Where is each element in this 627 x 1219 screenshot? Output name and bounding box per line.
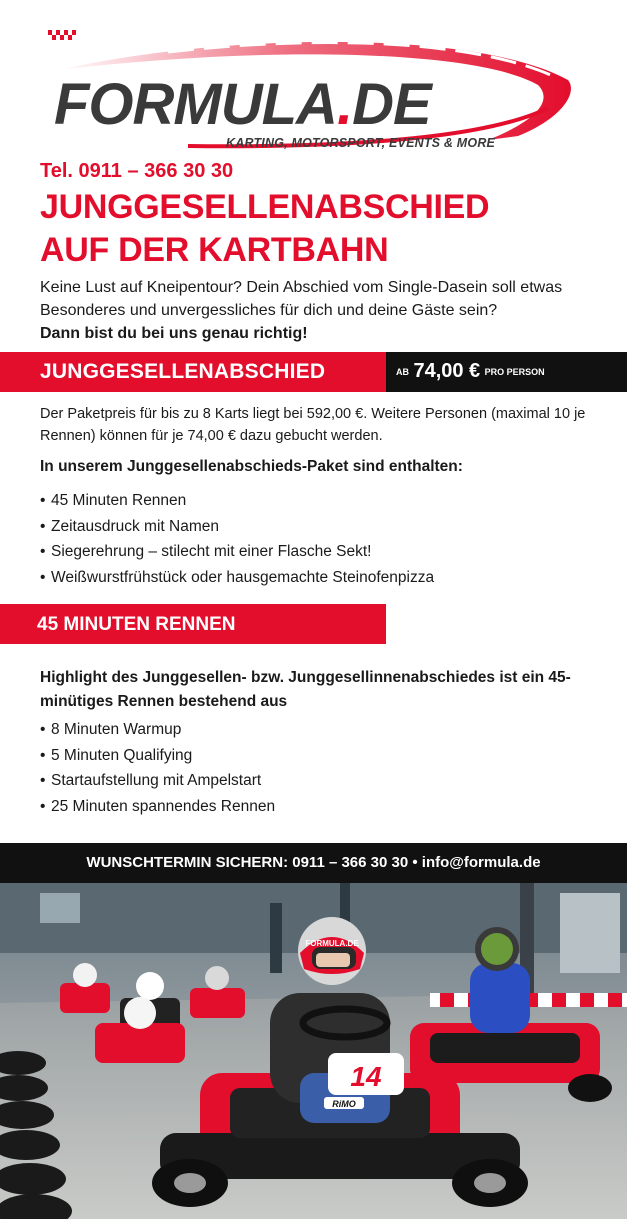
intro-bold: Dann bist du bei uns genau richtig! bbox=[40, 325, 308, 342]
package-bar bbox=[0, 352, 627, 392]
checkered-flag-icon bbox=[48, 30, 76, 40]
kart-label: RiMO bbox=[332, 1099, 356, 1109]
title-line-1: JUNGGESELLENABSCHIED bbox=[40, 188, 490, 226]
package-title-block bbox=[0, 352, 386, 392]
package-description: Der Paketpreis für bis zu 8 Karts liegt bei 592,00 €. Weitere Personen (maximal 10 je Rennen) können für je 74,00 € dazu gebucht werden. bbox=[40, 406, 586, 444]
race-title: 45 MINUTEN RENNEN bbox=[37, 614, 236, 635]
page-title bbox=[40, 186, 489, 272]
contact-bar bbox=[0, 843, 627, 883]
intro-text: Keine Lust auf Kneipentour? Dein Abschied vom Single-Dasein soll etwas Besonderes und unvergessliches für dich und deine Gäste sein? bbox=[40, 279, 563, 319]
race-section-bar bbox=[0, 604, 386, 644]
list-item: • Weißwurstfrühstück oder hausgemachte Steinofenpizza bbox=[40, 568, 435, 586]
brand-logo bbox=[48, 30, 578, 150]
list-item: • 25 Minuten spannendes Rennen bbox=[40, 797, 276, 815]
list-item: • Zeitausdruck mit Namen bbox=[40, 517, 219, 535]
price-suffix: PRO PERSON bbox=[484, 367, 545, 377]
package-subheading: In unserem Junggesellenabschieds-Paket sind enthalten: bbox=[40, 458, 463, 475]
price-prefix: AB bbox=[396, 367, 409, 377]
logo-wordmark: FORMULA.DE bbox=[54, 72, 431, 137]
list-item: • 8 Minuten Warmup bbox=[40, 721, 182, 738]
package-price bbox=[396, 360, 545, 383]
karting-photo bbox=[0, 883, 627, 1219]
phone-number[interactable]: Tel. 0911 – 366 30 30 bbox=[40, 160, 234, 182]
list-item: • 45 Minuten Rennen bbox=[40, 492, 187, 509]
kart-number: 14 bbox=[350, 1061, 382, 1092]
logo-tagline: KARTING, MOTORSPORT, EVENTS & MORE bbox=[226, 136, 496, 150]
list-item: • Startaufstellung mit Ampelstart bbox=[40, 772, 262, 789]
race-items-list bbox=[40, 717, 275, 819]
package-title: JUNGGESELLENABSCHIED bbox=[40, 360, 326, 383]
contact-text[interactable]: WUNSCHTERMIN SICHERN: 0911 – 366 30 30 • info@formula.de bbox=[86, 854, 541, 871]
list-item: • 5 Minuten Qualifying bbox=[40, 746, 193, 764]
price-value: 74,00 € bbox=[413, 360, 481, 382]
title-line-2: AUF DER KARTBAHN bbox=[40, 231, 389, 269]
race-intro: Highlight des Junggesellen- bzw. Junggesellinnenabschiedes ist ein 45-minütiges Rennen bestehend aus bbox=[40, 669, 571, 710]
package-items-list bbox=[40, 488, 434, 590]
intro-paragraph bbox=[40, 276, 600, 345]
helmet-brand: FORMULA.DE bbox=[305, 939, 359, 948]
list-item: • Siegerehrung – stilecht mit einer Flasche Sekt! bbox=[40, 543, 372, 560]
